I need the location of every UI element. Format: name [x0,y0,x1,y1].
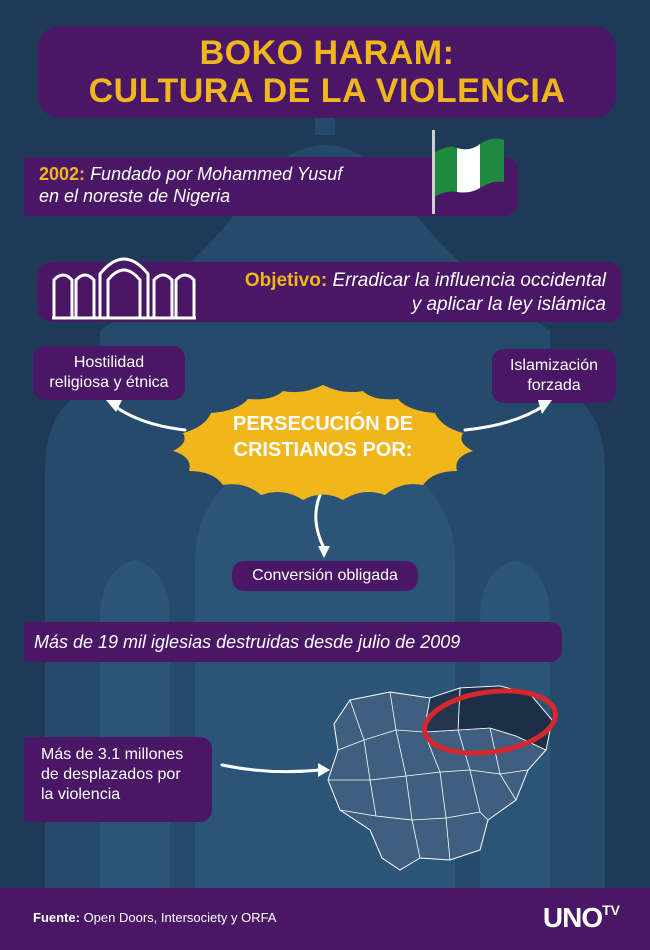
brand-suffix: TV [602,902,620,918]
hostility-line-2: religiosa y étnica [49,374,169,391]
displaced-line-1: Más de 3.1 millones [41,746,184,763]
footer-bar [0,888,650,950]
displaced-box [24,737,212,822]
objective-text-line-1: Erradicar la influencia occidental [332,270,606,291]
islam-line-1: Islamización [509,357,599,374]
founded-year: 2002: [39,164,86,184]
persecution-badge [173,385,473,500]
source-text: Open Doors, Intersociety y ORFA [79,910,277,925]
brand-logo [543,902,620,934]
hostility-line-1: Hostilidad [73,354,145,371]
islam-line-2: forzada [527,377,581,394]
brand-name: UNO [542,902,603,933]
title-line-1: BOKO HARAM: [199,34,455,72]
source-credit [33,910,276,925]
persecution-line-1: PERSECUCIÓN DE [232,413,414,435]
churches-text: Más de 19 mil iglesias destruidas desde julio de 2009 [34,631,461,652]
arrow-down-icon [316,495,324,548]
objective-text-line-2: y aplicar la ley islámica [411,294,606,315]
title-line-2: CULTURA DE LA VIOLENCIA [88,72,566,110]
objective-label: Objetivo: [244,270,328,291]
arrow-map-icon [222,765,320,772]
churches-banner [24,622,562,662]
nigeria-map [320,680,570,875]
reason-conversion-box [232,561,418,591]
founded-text-line-2: en el noreste de Nigeria [39,186,231,206]
source-label: Fuente: [33,910,80,925]
conversion-text: Conversión obligada [252,567,398,584]
displaced-line-3: la violencia [41,786,121,803]
arrow-right-icon [465,405,545,430]
founded-text-line-1: Fundado por Mohammed Yusuf [90,164,343,184]
displaced-line-2: de desplazados por [41,766,181,783]
persecution-line-2: CRISTIANOS POR: [233,439,413,461]
